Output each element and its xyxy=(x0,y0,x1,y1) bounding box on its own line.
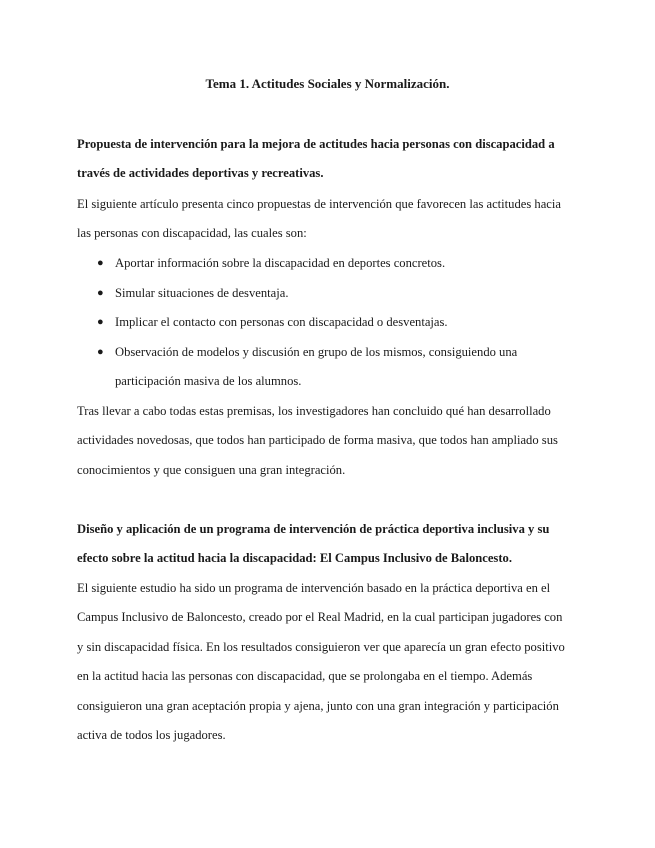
section2-body-line-5: consiguieron una gran aceptación propia y ajena, junto con una gran integración y participación xyxy=(77,699,559,713)
section1-heading-line-1: Propuesta de intervención para la mejora de actitudes hacia personas con discapacidad a xyxy=(77,137,555,151)
section1-heading-line-2: través de actividades deportivas y recreativas. xyxy=(77,166,324,180)
section1-conclusion-line-3: conocimientos y que consiguen una gran integración. xyxy=(77,463,346,477)
section2-heading-line-2: efecto sobre la actitud hacia la discapacidad: El Campus Inclusivo de Baloncesto. xyxy=(77,551,512,565)
document-title: Tema 1. Actitudes Sociales y Normalización. xyxy=(205,76,450,91)
section2-body-line-4: en la actitud hacia las personas con discapacidad, que se prolongaba en el tiempo. Además xyxy=(77,669,533,683)
section2-body-line-6: activa de todos los jugadores. xyxy=(77,728,226,742)
section1-conclusion-line-2: actividades novedosas, que todos han participado de forma masiva, que todos han ampliado sus xyxy=(77,433,558,447)
section1-conclusion-line-1: Tras llevar a cabo todas estas premisas, los investigadores han concluido qué han desarrollado xyxy=(77,404,551,418)
bullet-item-4-continuation: participación masiva de los alumnos. xyxy=(115,374,302,388)
section2-body-line-3: y sin discapacidad física. En los resultados consiguieron ver que aparecía un gran efecto positivo xyxy=(77,640,565,654)
bullet-item-4: Observación de modelos y discusión en grupo de los mismos, consiguiendo una xyxy=(115,345,518,359)
bullet-icon: ● xyxy=(97,257,104,269)
bullet-icon: ● xyxy=(97,346,104,358)
bullet-icon: ● xyxy=(97,287,104,299)
section1-intro-line-1: El siguiente artículo presenta cinco propuestas de intervención que favorecen las actitudes hacia xyxy=(77,197,561,211)
bullet-item-1: Aportar información sobre la discapacidad en deportes concretos. xyxy=(115,256,446,270)
bullet-item-3: Implicar el contacto con personas con discapacidad o desventajas. xyxy=(115,315,448,329)
section1-intro-line-2: las personas con discapacidad, las cuales son: xyxy=(77,226,307,240)
bullet-icon: ● xyxy=(97,316,104,328)
section2-body-line-2: Campus Inclusivo de Baloncesto, creado por el Real Madrid, en la cual participan jugadores con xyxy=(77,610,563,624)
bullet-item-2: Simular situaciones de desventaja. xyxy=(115,286,289,300)
section2-heading-line-1: Diseño y aplicación de un programa de intervención de práctica deportiva inclusiva y su xyxy=(77,522,550,536)
section2-body-line-1: El siguiente estudio ha sido un programa de intervención basado en la práctica deportiva en el xyxy=(77,581,551,595)
